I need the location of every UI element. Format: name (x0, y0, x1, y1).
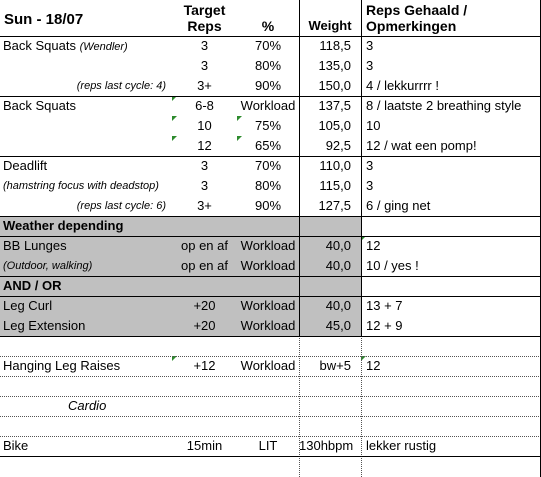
percent-cell[interactable]: 75% (254, 118, 282, 133)
reps-cell[interactable]: +20 (172, 296, 237, 316)
percent-cell[interactable]: 65% (254, 138, 282, 153)
grid-line (0, 36, 541, 37)
reps-cell[interactable]: 10 (197, 118, 212, 133)
exercise-cell[interactable]: Bike (3, 438, 29, 453)
percent-cell[interactable]: Workload (240, 358, 296, 373)
comment-marker-icon[interactable] (172, 136, 177, 141)
table-row (0, 76, 541, 96)
section-row-weather (0, 216, 541, 236)
comment-marker-icon[interactable] (237, 136, 242, 141)
weight-cell[interactable]: 45,0 (299, 316, 361, 336)
weight-cell[interactable]: 40,0 (299, 296, 361, 316)
done-cell[interactable]: 4 / lekkurrrr ! (366, 78, 439, 93)
percent-cell[interactable]: Workload (237, 236, 299, 256)
section-title[interactable]: Weather depending (0, 216, 189, 236)
header-weight[interactable]: Weight (308, 18, 352, 33)
weight-cell[interactable]: 135,0 (318, 58, 351, 73)
grid-line (0, 276, 541, 277)
sheet-title[interactable]: Sun - 18/07 (4, 11, 84, 28)
done-cell[interactable]: 8 / laatste 2 breathing style (366, 98, 522, 113)
weight-cell[interactable]: 150,0 (318, 78, 351, 93)
section-title-cardio[interactable]: Cardio (68, 398, 107, 413)
done-cell[interactable]: 10 / yes ! (366, 258, 419, 273)
done-cell[interactable]: 6 / ging net (366, 198, 431, 213)
weight-cell[interactable]: 40,0 (299, 256, 361, 276)
done-cell[interactable]: 3 (366, 178, 374, 193)
table-row (0, 356, 541, 376)
percent-cell[interactable]: 90% (254, 78, 282, 93)
done-cell[interactable]: 12 + 9 (366, 318, 403, 333)
table-row (0, 176, 541, 196)
reps-cell[interactable]: 3 (200, 58, 209, 73)
grid-line (0, 216, 541, 217)
grid-line (0, 356, 541, 357)
table-row (0, 56, 541, 76)
grid-line (0, 96, 541, 97)
percent-cell[interactable]: 80% (254, 58, 282, 73)
reps-cell[interactable]: 3+ (197, 198, 212, 213)
done-cell[interactable]: 12 (366, 358, 381, 373)
table-row (0, 136, 541, 156)
reps-cell[interactable]: 3 (200, 178, 209, 193)
exercise-cell[interactable]: BB Lunges (0, 236, 172, 256)
percent-cell[interactable]: 70% (254, 158, 282, 173)
exercise-cell[interactable] (0, 36, 172, 56)
grid-line (0, 236, 541, 237)
grid-line (0, 296, 541, 297)
grid-line (361, 0, 362, 336)
percent-cell[interactable] (237, 216, 299, 236)
percent-cell[interactable]: 70% (254, 38, 282, 53)
weight-cell[interactable] (299, 216, 361, 236)
reps-cell[interactable]: +20 (172, 316, 237, 336)
grid-line (0, 396, 541, 397)
done-cell[interactable]: 12 (366, 238, 381, 253)
reps-cell[interactable]: 3 (200, 38, 209, 53)
exercise-cell[interactable]: Leg Extension (0, 316, 172, 336)
header-percent[interactable]: % (261, 18, 275, 34)
done-cell[interactable]: 3 (366, 58, 374, 73)
table-row (0, 396, 541, 416)
exercise-note-cell[interactable]: (hamstring focus with deadstop) (3, 180, 159, 192)
percent-cell[interactable]: LIT (258, 438, 278, 453)
reps-cell[interactable]: 3 (200, 158, 209, 173)
table-row (0, 156, 541, 176)
percent-cell[interactable]: Workload (237, 256, 299, 276)
reps-cell[interactable]: 15min (186, 438, 223, 453)
table-row (0, 196, 541, 216)
table-row (0, 116, 541, 136)
reps-cell[interactable]: op en af (172, 256, 237, 276)
done-cell[interactable]: 10 (366, 118, 381, 133)
done-cell[interactable]: 12 / wat een pomp! (366, 138, 477, 153)
weight-cell[interactable]: 40,0 (299, 236, 361, 256)
table-row (0, 236, 541, 256)
grid-line (0, 416, 541, 417)
done-cell[interactable] (361, 216, 541, 236)
table-row (0, 36, 541, 56)
exercise-note-cell[interactable]: (reps last cycle: 6) (76, 200, 166, 212)
reps-cell[interactable] (172, 276, 237, 296)
reps-cell[interactable]: +12 (193, 358, 216, 373)
weight-cell[interactable]: 92,5 (325, 138, 351, 153)
done-cell[interactable]: 3 (366, 38, 374, 53)
section-row-and-or (0, 276, 541, 296)
comment-marker-icon[interactable] (237, 116, 242, 121)
exercise-note-cell[interactable]: (Outdoor, walking) (0, 256, 172, 276)
exercise-cell[interactable]: Leg Curl (0, 296, 172, 316)
exercise-cell[interactable]: Hanging Leg Raises (3, 358, 121, 373)
header-target-reps-line1[interactable]: Target (183, 2, 226, 18)
reps-cell[interactable]: 3+ (197, 78, 212, 93)
weight-cell[interactable]: 127,5 (318, 198, 351, 213)
exercise-cell[interactable]: Deadlift (3, 158, 48, 173)
exercise-cell[interactable] (0, 56, 172, 76)
percent-cell[interactable]: Workload (240, 98, 296, 113)
header-target-reps-line2[interactable]: Reps (187, 18, 222, 34)
exercise-cell[interactable]: Back Squats (3, 98, 76, 113)
header-reps-done-line1[interactable]: Reps Gehaald / (366, 2, 468, 18)
done-cell[interactable]: 13 + 7 (366, 298, 403, 313)
reps-cell[interactable]: op en af (172, 236, 237, 256)
exercise-cell[interactable] (0, 116, 172, 136)
grid-line (0, 156, 541, 157)
done-cell[interactable]: 3 (366, 158, 374, 173)
section-title[interactable]: AND / OR (0, 276, 172, 296)
comment-marker-icon[interactable] (172, 116, 177, 121)
weight-cell[interactable]: 105,0 (318, 118, 351, 133)
done-cell[interactable] (361, 276, 541, 296)
weight-cell[interactable]: 137,5 (318, 98, 351, 113)
table-row (0, 316, 541, 336)
weight-cell[interactable] (299, 276, 361, 296)
exercise-note: (Wendler) (79, 41, 128, 53)
exercise-cell[interactable] (0, 136, 172, 156)
percent-cell[interactable]: Workload (237, 296, 299, 316)
weight-cell[interactable]: 110,0 (319, 158, 351, 173)
weight-cell[interactable]: 118,5 (319, 38, 351, 53)
table-row (0, 256, 541, 276)
grid-line (0, 436, 541, 437)
done-cell[interactable]: lekker rustig (366, 438, 437, 453)
header-reps-done-line2[interactable]: Opmerkingen (366, 18, 457, 34)
table-row (0, 96, 541, 116)
weight-cell[interactable]: 115,0 (319, 178, 351, 193)
grid-line (0, 336, 541, 337)
reps-cell[interactable]: 6-8 (195, 98, 214, 113)
percent-cell[interactable]: 90% (254, 198, 282, 213)
table-row (0, 436, 541, 456)
reps-cell[interactable] (172, 216, 237, 236)
percent-cell[interactable]: 80% (254, 178, 282, 193)
grid-line (0, 456, 541, 457)
grid-line (0, 376, 541, 377)
exercise-note-cell[interactable]: (reps last cycle: 4) (76, 80, 166, 92)
reps-cell[interactable]: 12 (197, 138, 212, 153)
percent-cell[interactable]: Workload (237, 316, 299, 336)
grid-line (299, 0, 300, 336)
weight-cell[interactable]: bw+5 (319, 358, 351, 373)
percent-cell[interactable] (237, 276, 299, 296)
table-row (0, 296, 541, 316)
exercise-name: Back Squats (3, 38, 76, 53)
weight-cell[interactable]: 130hbpm (299, 438, 354, 453)
